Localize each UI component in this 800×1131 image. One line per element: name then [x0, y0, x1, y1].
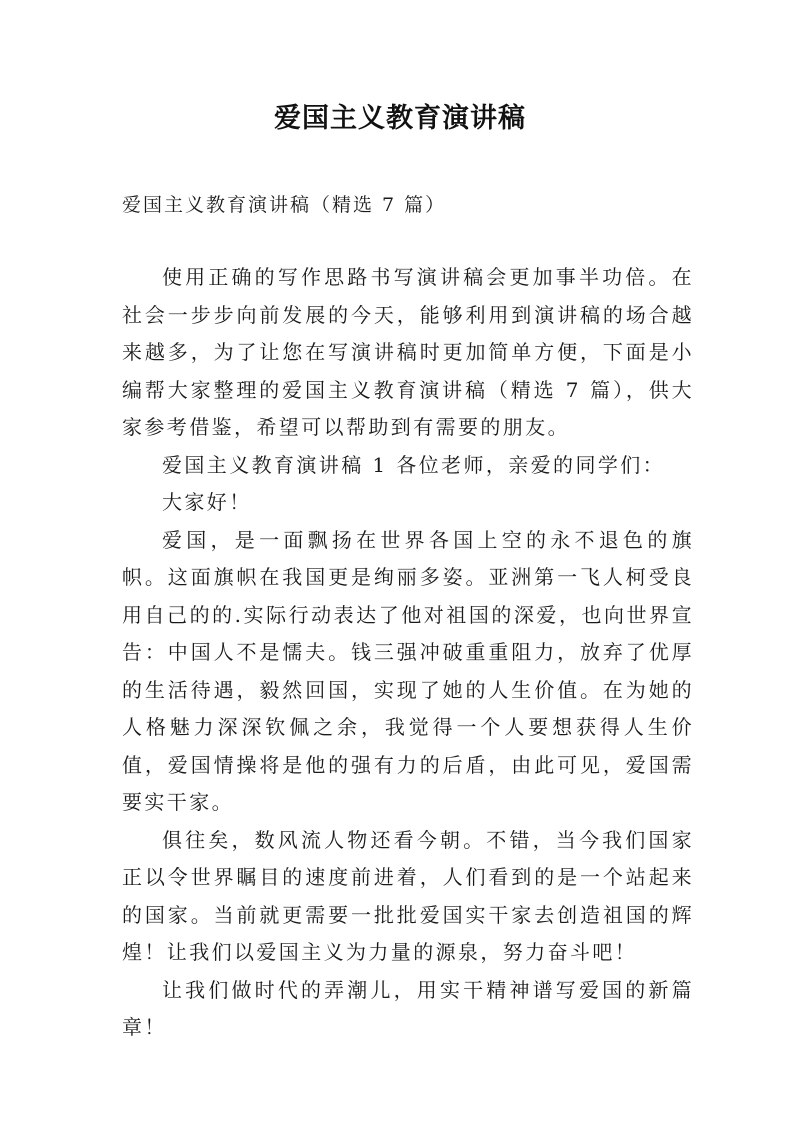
paragraph-body-2: 俱往矣，数风流人物还看今朝。不错，当今我们国家正以令世界瞩目的速度前进着，人们看到的是一个站起来的国家。当前就更需要一批批爱国实干家去创造祖国的辉煌！让我们以爱国主义为力量的源泉，努力奋斗吧！ — [122, 827, 694, 964]
paragraph-speech-heading: 爱国主义教育演讲稿 1 各位老师，亲爱的同学们： — [162, 452, 666, 477]
document-title: 爱国主义教育演讲稿 — [274, 103, 526, 134]
paragraph-body-1: 爱国，是一面飘扬在世界各国上空的永不退色的旗帜。这面旗帜在我国更是绚丽多姿。亚洲第一飞人柯受良用自己的的.实际行动表达了他对祖国的深爱，也向世界宣告：中国人不是懦夫。钱三强冲破重重阻力，放弃了优厚的生活待遇，毅然回国，实现了她的人生价值。在为她的人格魅力深深钦佩之余，我觉得一个人要想获得人生价值，爱国情操将是他的强有力的后盾，由此可见，爱国需要实干家。 — [122, 527, 694, 814]
paragraph-greeting: 大家好！ — [162, 490, 252, 514]
paragraph-closing: 让我们做时代的弄潮儿，用实干精神谱写爱国的新篇章！ — [122, 977, 694, 1039]
document-subtitle: 爱国主义教育演讲稿（精选 7 篇） — [122, 194, 447, 216]
paragraph-intro: 使用正确的写作思路书写演讲稿会更加事半功倍。在社会一步步向前发展的今天，能够利用到演讲稿的场合越来越多，为了让您在写演讲稿时更加简单方便，下面是小编帮大家整理的爱国主义教育演讲稿（精选 7 篇），供大家参考借鉴，希望可以帮助到有需要的朋友。 — [122, 265, 694, 439]
document-body — [122, 259, 694, 1047]
